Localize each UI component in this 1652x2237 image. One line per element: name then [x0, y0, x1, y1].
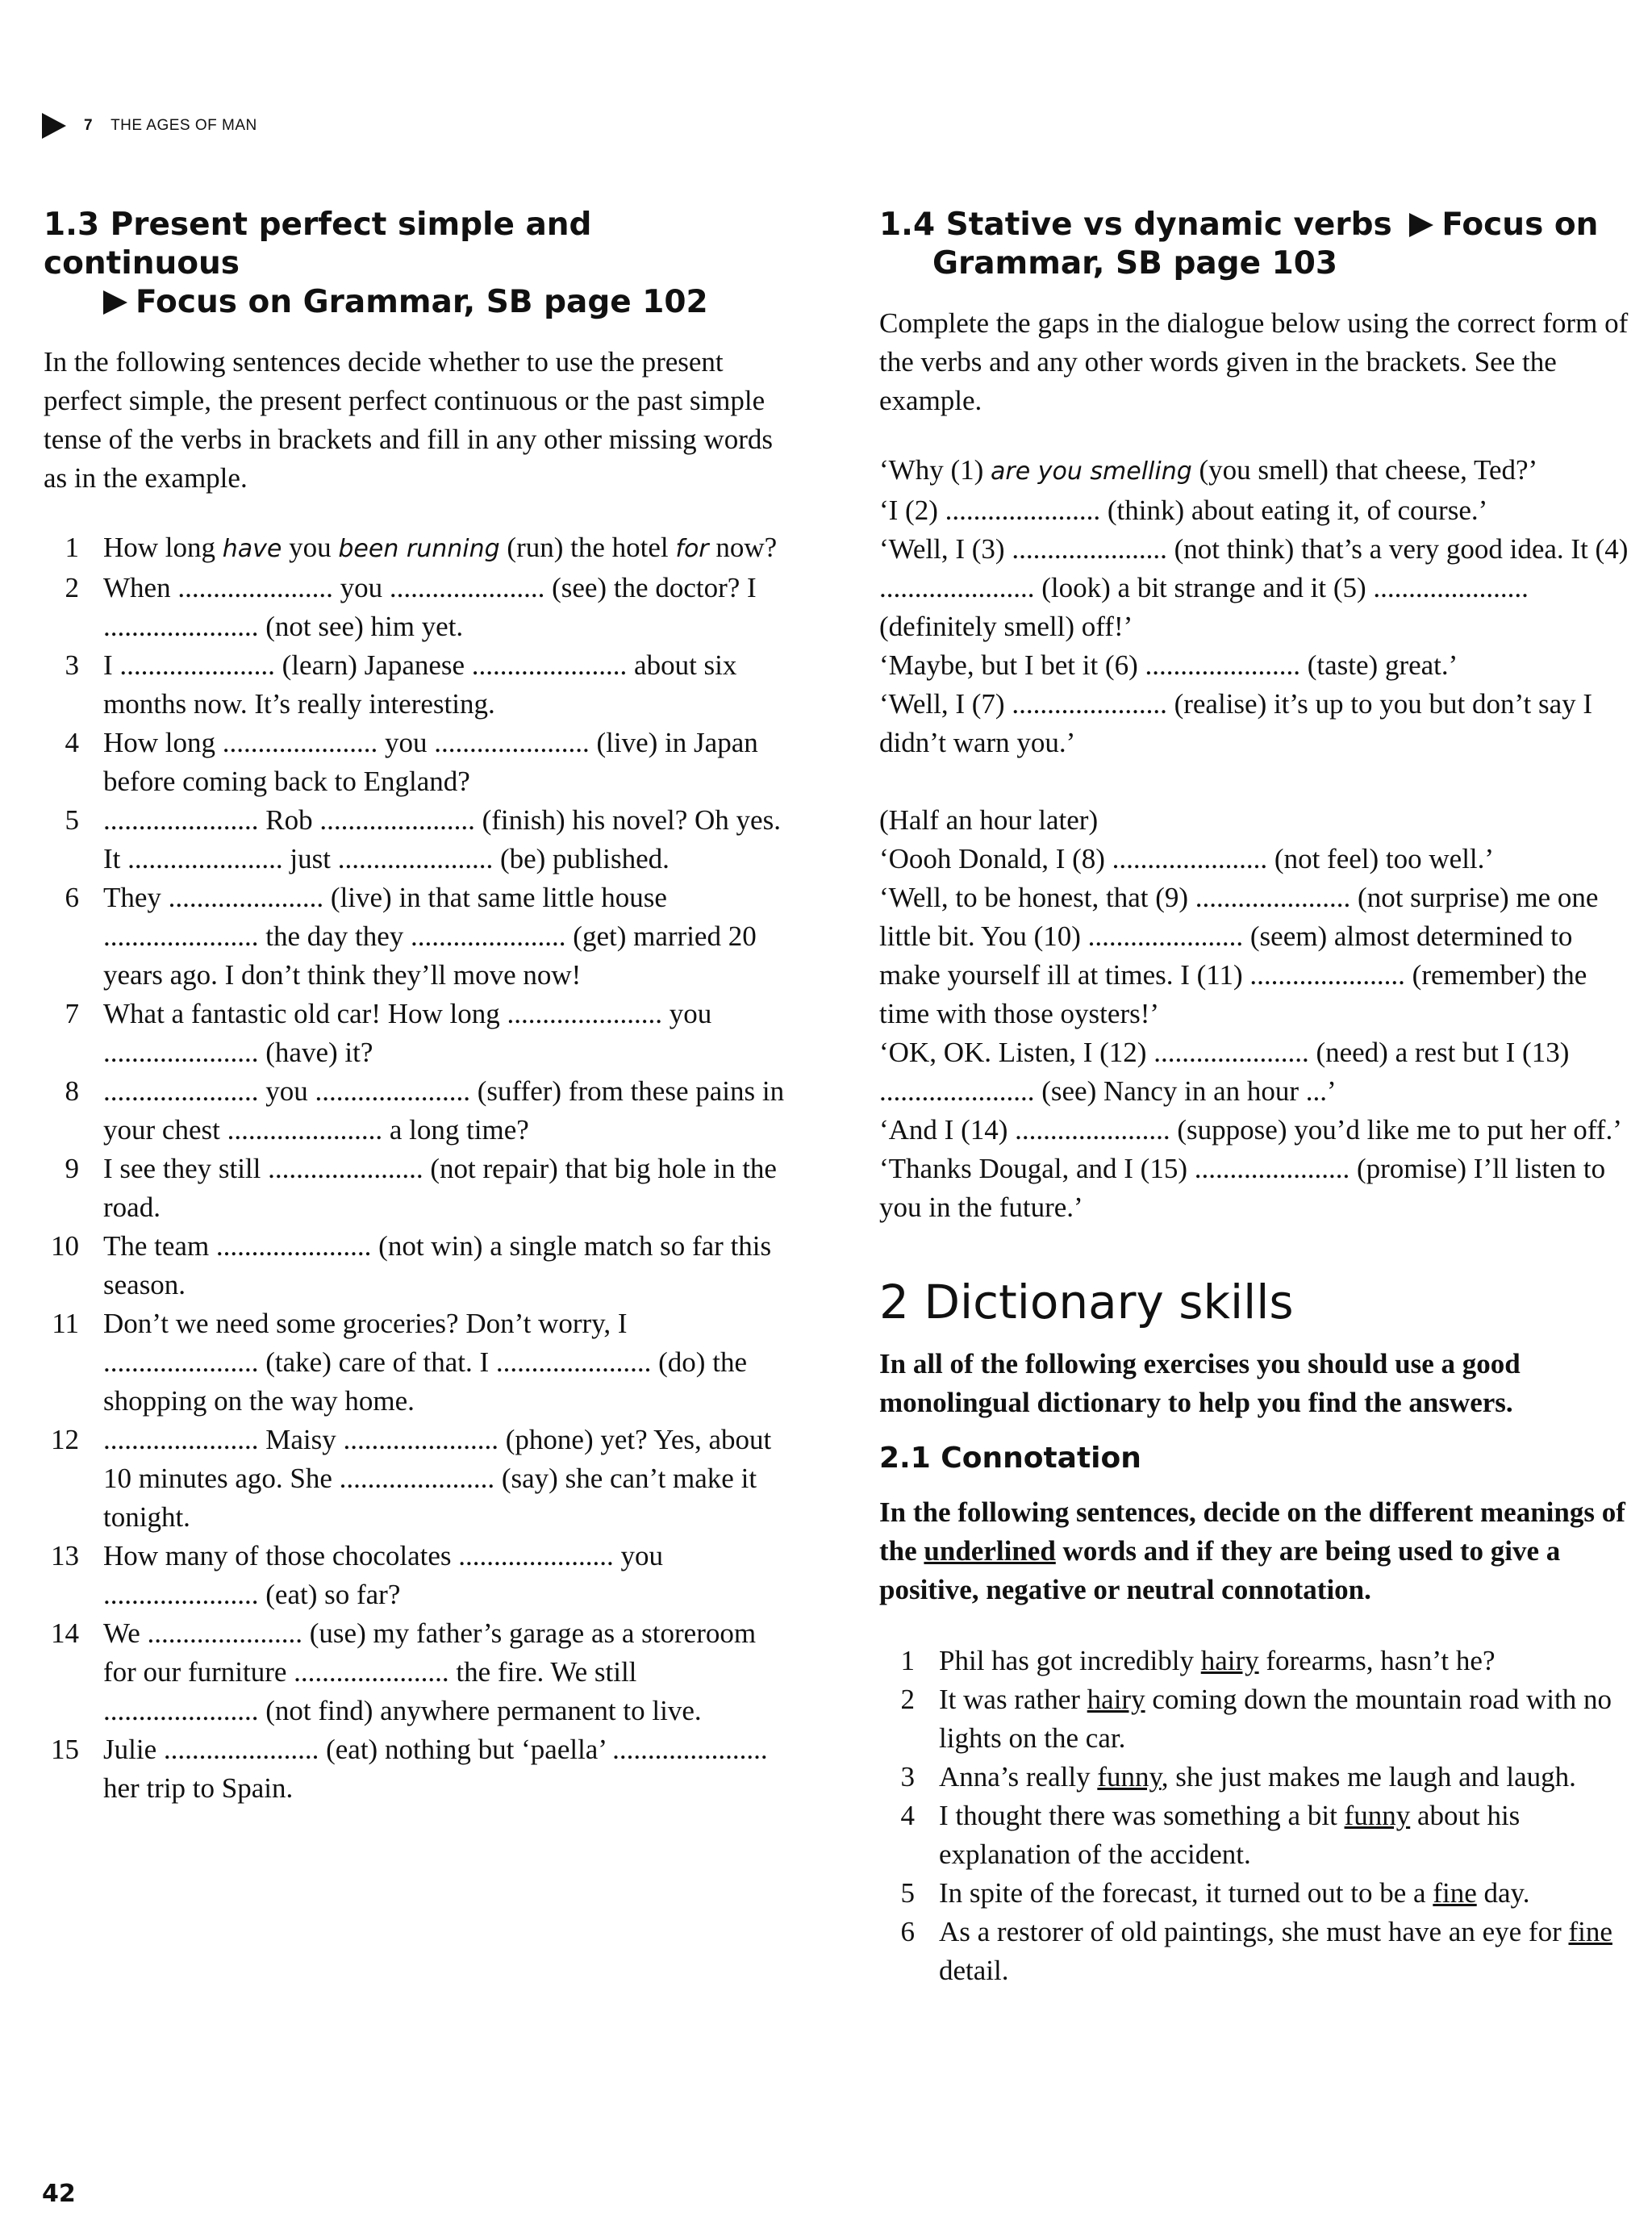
- list-item: [44, 1537, 786, 1614]
- dialogue-line: [879, 451, 1629, 491]
- item-text: coming down the mountain road with no lights on the car.: [939, 1684, 1612, 1754]
- list-item: [44, 995, 786, 1072]
- list-item: [44, 1150, 786, 1227]
- play-arrow-icon: [42, 113, 66, 139]
- list-item: [879, 1642, 1629, 1680]
- item-number: 2: [65, 572, 79, 603]
- list-item: [44, 528, 786, 569]
- instruction-text: In the following sentences, decide on the different meanings of the: [879, 1496, 1625, 1567]
- dialogue-part-2: [879, 801, 1629, 1227]
- item-number: 6: [900, 1916, 915, 1947]
- item-text: I ...................... (learn) Japanese ...................... about six months now. It’s really interesting.: [103, 649, 737, 720]
- section-2-1-title: 2.1 Connotation: [879, 1442, 1141, 1475]
- item-text: How many of those chocolates ...................... you ...................... (eat) so far?: [103, 1540, 664, 1610]
- section-2-1-instructions: [879, 1493, 1629, 1609]
- list-item: [44, 801, 786, 879]
- example-text: now?: [708, 532, 778, 563]
- item-text: Phil has got incredibly: [939, 1645, 1201, 1676]
- item-number: 7: [65, 998, 79, 1029]
- item-number: 6: [65, 882, 79, 913]
- item-number: 12: [51, 1424, 79, 1455]
- dialogue-line: ‘Well, to be honest, that (9) ...................... (not surprise) me one little bit. You (10) ...................... (seem) almost determined to make yourself ill at times. I (11) ...................... (remember) the time with those oysters!’: [879, 882, 1599, 1029]
- underlined-word: funny: [1344, 1800, 1411, 1831]
- item-text: forearms, hasn’t he?: [1258, 1645, 1496, 1676]
- page-number: 42: [42, 2180, 76, 2208]
- dialogue-text: (you smell) that cheese, Ted?’: [1191, 454, 1538, 486]
- item-text: I thought there was something a bit: [939, 1800, 1345, 1831]
- underlined-word: hairy: [1200, 1645, 1259, 1676]
- section-1-3-title: [44, 206, 786, 322]
- section-1-4-title-line1: [879, 206, 1629, 244]
- example-answer: have: [222, 535, 282, 563]
- item-number: 15: [51, 1734, 79, 1765]
- list-item: [44, 1614, 786, 1730]
- dialogue-line: ‘Well, I (3) ...................... (not think) that’s a very good idea. It (4) ...................... (look) a bit strange and it (5) ...................... (definitely smell) off!’: [879, 533, 1629, 642]
- item-text: When ...................... you ...................... (see) the doctor? I ...................... (not see) him yet.: [103, 572, 757, 642]
- underlined-word: hairy: [1087, 1684, 1145, 1715]
- instruction-text: words and if they are being used to give a positive, negative or neutral connotation.: [879, 1535, 1561, 1605]
- item-number: 9: [65, 1153, 79, 1184]
- section-1-3-title-line2: [44, 283, 786, 322]
- item-text: What a fantastic old car! How long ...................... you ...................... (have) it?: [103, 998, 712, 1068]
- item-number: 11: [52, 1308, 79, 1339]
- list-item: [44, 1730, 786, 1808]
- section-1-4-instructions: Complete the gaps in the dialogue below using the correct form of the verbs and any other words given in the brackets. See the example.: [879, 307, 1629, 416]
- section-1-4-heading: 1.4 Stative vs dynamic verbs: [879, 207, 1404, 243]
- dialogue-line: ‘And I (14) ...................... (suppose) you’d like me to put her off.’: [879, 1114, 1622, 1146]
- item-number: 1: [900, 1645, 915, 1676]
- item-number: 5: [65, 804, 79, 836]
- dialogue-part-1: [879, 451, 1629, 762]
- arrow-icon: [103, 290, 127, 315]
- dialogue-text: ‘Why (1): [879, 454, 991, 486]
- list-item: [44, 879, 786, 995]
- list-item: [879, 1913, 1629, 1990]
- item-text: Don’t we need some groceries? Don’t worry, I ...................... (take) care of that. I ...................... (do) the shopping on the way home.: [103, 1308, 747, 1417]
- item-number: 2: [900, 1684, 915, 1715]
- item-text: ...................... Rob ...................... (finish) his novel? Oh yes. It ...................... just ...................... (be) published.: [103, 804, 781, 874]
- item-number: 10: [51, 1230, 79, 1262]
- connotation-list: [879, 1642, 1629, 1990]
- dialogue-line: (Half an hour later): [879, 804, 1099, 836]
- list-item: [44, 1304, 786, 1421]
- left-column: [44, 206, 786, 1808]
- list-item: [44, 724, 786, 801]
- list-item: [44, 1227, 786, 1304]
- item-text: We ...................... (use) my father’s garage as a storeroom for our furniture ...................... the fire. We still ...................... (not find) anywhere permanent to live.: [103, 1617, 757, 1726]
- example-answer: been running: [338, 535, 500, 563]
- dialogue-line: ‘OK, OK. Listen, I (12) ...................... (need) a rest but I (13) ...................... (see) Nancy in an hour ...’: [879, 1037, 1570, 1107]
- example-text: How long: [103, 532, 223, 563]
- underlined-word: underlined: [924, 1535, 1056, 1567]
- list-item: [44, 1421, 786, 1537]
- list-item: [879, 1797, 1629, 1874]
- item-text: How long ...................... you ...................... (live) in Japan before coming back to England?: [103, 727, 758, 797]
- item-text: about his explanation of the accident.: [939, 1800, 1521, 1870]
- item-text: The team ...................... (not win) a single match so far this season.: [103, 1230, 772, 1300]
- item-text: Julie ...................... (eat) nothing but ‘paella’ ...................... her trip to Spain.: [103, 1734, 768, 1804]
- example-answer: are you smelling: [991, 457, 1192, 486]
- section-1-3-instructions: In the following sentences decide whether to use the present perfect simple, the present perfect continuous or the past simple tense of the verbs in brackets and fill in any other missing words as in the example.: [44, 346, 773, 494]
- underlined-word: funny: [1097, 1761, 1162, 1793]
- example-text: you: [282, 532, 339, 563]
- list-item: [44, 1072, 786, 1150]
- dialogue-line: ‘I (2) ...................... (think) about eating it, of course.’: [879, 495, 1488, 526]
- item-text: As a restorer of old paintings, she must have an eye for: [939, 1916, 1569, 1947]
- item-text: day.: [1476, 1877, 1530, 1909]
- item-text: detail.: [939, 1955, 1009, 1986]
- item-number: 13: [51, 1540, 79, 1571]
- item-number: 4: [900, 1800, 915, 1831]
- item-text: They ...................... (live) in that same little house ...................... the day they ...................... (get) married 20 years ago. I don’t think they’ll move now!: [103, 882, 757, 991]
- list-item: [879, 1680, 1629, 1758]
- item-number: 4: [65, 727, 79, 758]
- section-2-intro: In all of the following exercises you should use a good monolingual dictionary to help you find the answers.: [879, 1348, 1521, 1418]
- list-item: [44, 646, 786, 724]
- item-number: 3: [65, 649, 79, 681]
- focus-ref: Focus on Grammar, SB page 102: [136, 284, 708, 320]
- example-answer: for: [675, 535, 709, 563]
- item-number: 3: [900, 1761, 915, 1793]
- dialogue-line: ‘Oooh Donald, I (8) ...................... (not feel) too well.’: [879, 843, 1495, 874]
- item-number: 1: [65, 532, 79, 563]
- section-2-title: 2 Dictionary skills: [879, 1275, 1294, 1329]
- chapter-title: THE AGES OF MAN: [111, 117, 257, 134]
- item-text: Anna’s really: [939, 1761, 1098, 1793]
- list-item: [879, 1874, 1629, 1913]
- focus-label: Focus on: [1441, 207, 1599, 243]
- dialogue-line: ‘Maybe, but I bet it (6) ...................... (taste) great.’: [879, 649, 1458, 681]
- list-item: [879, 1758, 1629, 1797]
- underlined-word: fine: [1433, 1877, 1477, 1909]
- item-text: , she just makes me laugh and laugh.: [1161, 1761, 1576, 1793]
- arrow-icon: [1409, 213, 1433, 237]
- chapter-number: 7: [84, 117, 94, 134]
- spacer: [879, 762, 1629, 801]
- item-text: It was rather: [939, 1684, 1087, 1715]
- section-1-4-title-line2: Grammar, SB page 103: [932, 245, 1338, 282]
- list-item: [44, 569, 786, 646]
- section-1-3-title-line1: 1.3 Present perfect simple and continuous: [44, 207, 592, 282]
- section-1-4-title: [879, 206, 1629, 283]
- dialogue-line: ‘Well, I (7) ...................... (realise) it’s up to you but don’t say I didn’t warn you.’: [879, 688, 1593, 758]
- example-text: (run) the hotel: [499, 532, 676, 563]
- exercise-list-1-3: [44, 528, 786, 1808]
- item-text: I see they still ...................... (not repair) that big hole in the road.: [103, 1153, 777, 1223]
- underlined-word: fine: [1568, 1916, 1612, 1947]
- item-number: 14: [51, 1617, 79, 1649]
- item-text: In spite of the forecast, it turned out to be a: [939, 1877, 1433, 1909]
- dialogue-line: ‘Thanks Dougal, and I (15) ...................... (promise) I’ll listen to you in the future.’: [879, 1153, 1606, 1223]
- item-number: 8: [65, 1075, 79, 1107]
- item-text: ...................... you ...................... (suffer) from these pains in your chest ...................... a long time?: [103, 1075, 785, 1146]
- item-number: 5: [900, 1877, 915, 1909]
- item-text: ...................... Maisy ...................... (phone) yet? Yes, about 10 minutes ago. She ...................... (say) she can’t make it tonight.: [103, 1424, 772, 1533]
- running-head: [42, 113, 257, 139]
- right-column: [879, 206, 1629, 1990]
